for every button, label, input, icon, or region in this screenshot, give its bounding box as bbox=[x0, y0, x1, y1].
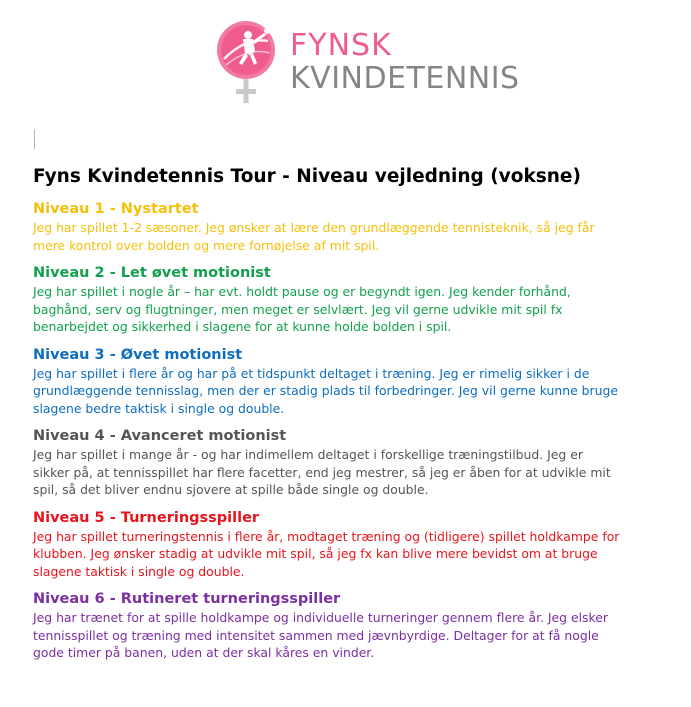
description-line: klubben. Jeg ønsker stadig at udvikle mit spil, så jeg fx kan blive mere bevidst om at bruge bbox=[33, 546, 598, 561]
level-description bbox=[33, 219, 683, 254]
description-line: sikker på, at tennisspillet har flere facetter, end jeg mestrer, så jeg er åben for at udvikle mit bbox=[33, 464, 611, 480]
description-line: baghånd, serv og flugtninger, men meget er selvlært. Jeg vil gerne udvikle mit spil fx bbox=[33, 301, 563, 317]
description-line: Jeg har spillet 1-2 sæsoner. Jeg ønsker at lære den grundlæggende tennisteknik, så jeg får bbox=[33, 220, 595, 235]
level-name: Nystartet bbox=[120, 201, 199, 217]
description-line: Jeg har spillet i nogle år – har evt. holdt pause og er begyndt igen. Jeg kender forhånd, bbox=[33, 284, 571, 299]
level-label: Niveau 2 bbox=[33, 265, 105, 281]
level-5-section bbox=[33, 509, 683, 581]
level-4-section bbox=[33, 427, 683, 499]
brand-logo bbox=[210, 17, 520, 107]
description-line: gode timer på banen, uden at der skal kåres en vinder. bbox=[33, 645, 375, 660]
logo-line-kvindetennis: KVINDETENNIS bbox=[290, 61, 520, 96]
level-1-section bbox=[33, 200, 683, 254]
description-line: spil, så det bliver endnu sjovere at spille både single og double. bbox=[33, 482, 429, 497]
level-2-section bbox=[33, 264, 683, 336]
level-6-section bbox=[33, 590, 683, 662]
description-line: Jeg har spillet i flere år og har på et tidspunkt deltaget i træning. Jeg er rimelig sikker i de bbox=[33, 365, 590, 381]
description-line: slagene taktisk i single og double. bbox=[33, 563, 245, 579]
level-description bbox=[33, 528, 683, 581]
level-label: Niveau 6 bbox=[33, 591, 105, 607]
level-description bbox=[33, 283, 683, 336]
level-label: Niveau 3 bbox=[33, 346, 105, 363]
level-heading: Niveau 4 - Avanceret motionist bbox=[33, 428, 287, 444]
logo-wordmark bbox=[290, 28, 520, 96]
level-heading: Niveau 3 - Øvet motionist bbox=[33, 346, 243, 363]
level-label: Niveau 5 bbox=[33, 509, 105, 526]
level-name: Øvet motionist bbox=[120, 346, 243, 363]
text-cursor-marker bbox=[34, 129, 35, 149]
level-description bbox=[33, 609, 683, 662]
description-line: Jeg har spillet i mange år - og har indimellem deltaget i forskellige træningstilbud. Jeg er bbox=[33, 447, 583, 462]
level-list bbox=[33, 200, 683, 672]
level-description bbox=[33, 365, 683, 418]
description-line: benarbejdet og sikkerhed i slagene for at kunne holde bolden i spil. bbox=[33, 319, 452, 334]
level-heading: Niveau 2 - Let øvet motionist bbox=[33, 265, 271, 281]
description-line: Jeg har spillet turneringstennis i flere år, modtaget træning og (tidligere) spillet holdkampe for bbox=[33, 528, 620, 544]
female-symbol-logo-icon bbox=[210, 17, 282, 105]
description-line: tennisspillet og træning med intensitet sammen med jævnbyrdige. Deltager for at få nogle bbox=[33, 627, 599, 643]
logo-line-fynsk: FYNSK bbox=[290, 28, 392, 63]
level-label: Niveau 1 bbox=[33, 201, 105, 217]
document-title: Fyns Kvindetennis Tour - Niveau vejledning (voksne) bbox=[33, 166, 581, 187]
description-line: mere kontrol over bolden og mere fornøjelse af mit spil. bbox=[33, 237, 380, 253]
level-description bbox=[33, 446, 683, 499]
level-3-section bbox=[33, 346, 683, 418]
description-line: Jeg har trænet for at spille holdkampe og individuelle turneringer gennem flere år. Jeg elsker bbox=[33, 610, 608, 625]
level-heading: Niveau 5 - Turneringsspiller bbox=[33, 509, 260, 526]
description-line: grundlæggende tennisslag, men der er stadig plads til forbedringer. Jeg vil gerne kunne bruge bbox=[33, 383, 618, 398]
level-name: Rutineret turneringsspiller bbox=[120, 591, 341, 607]
description-line: slagene bedre taktisk i single og double. bbox=[33, 400, 285, 416]
level-name: Let øvet motionist bbox=[120, 265, 271, 281]
level-label: Niveau 4 bbox=[33, 428, 105, 444]
level-name: Avanceret motionist bbox=[120, 428, 287, 444]
level-heading: Niveau 1 - Nystartet bbox=[33, 201, 199, 217]
level-name: Turneringsspiller bbox=[120, 509, 260, 526]
level-heading: Niveau 6 - Rutineret turneringsspiller bbox=[33, 591, 341, 607]
